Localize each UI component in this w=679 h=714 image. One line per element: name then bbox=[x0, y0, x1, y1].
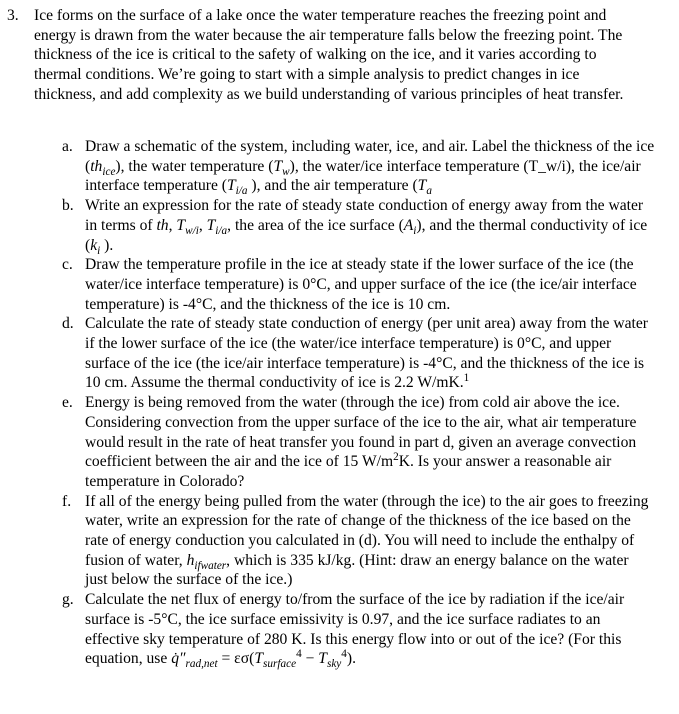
sub-ia: i/a bbox=[215, 224, 228, 237]
part-text: Draw the temperature profile in the ice at steady state if the lower surface of the ice (the water/ice interface temperature) is 0°C, and upper surface of the ice (the ice/air interface temperature) is -4°C, and the thickness of the ice is 10 cm. bbox=[85, 256, 637, 313]
var-t: T bbox=[417, 177, 427, 195]
part-text: Draw a schematic of the system, including water, ice, and air. Label the thickness of the ice ( bbox=[85, 138, 655, 175]
var-k: k bbox=[90, 236, 98, 254]
part-text: K. Is your answer a reasonable air temperature in Colorado? bbox=[85, 453, 612, 490]
sup-4: 4 bbox=[341, 648, 347, 661]
problem-3 bbox=[0, 6, 679, 105]
part-d bbox=[0, 314, 679, 393]
var-t: T bbox=[226, 177, 236, 195]
part-f bbox=[0, 492, 679, 591]
var-t: T bbox=[206, 216, 216, 234]
eq-text: ). bbox=[346, 650, 356, 668]
part-text: , the area of the ice surface ( bbox=[227, 216, 404, 234]
part-b bbox=[0, 196, 679, 255]
comma: , bbox=[198, 216, 207, 234]
part-text: ), the water temperature ( bbox=[115, 157, 274, 175]
part-letter: d. bbox=[62, 315, 74, 333]
sub-i: i bbox=[413, 224, 417, 237]
sub-a: a bbox=[426, 185, 432, 198]
problem-intro: Ice forms on the surface of a lake once the water temperature reaches the freezing point and energy is drawn from the water because the air temperature falls below the freezing point. The thickness of the ice is critical to the safety of walking on the ice, and it varies according to thermal conditions. We’re going to start with a simple analysis to predict changes in ice thickness, and add complexity as we build understanding of various principles of heat transfer. bbox=[34, 7, 624, 103]
var-th: th bbox=[156, 216, 169, 234]
sub-i: i bbox=[97, 244, 101, 257]
var-t: T bbox=[273, 157, 283, 175]
sup-4: 4 bbox=[296, 648, 302, 661]
part-letter: e. bbox=[62, 394, 73, 412]
comma: , bbox=[168, 216, 177, 234]
sub-ia: i/a bbox=[235, 185, 248, 198]
part-letter: b. bbox=[62, 197, 74, 215]
part-text: Calculate the net flux of energy to/from the surface of the ice by radiation if the ice/air surface is -5°C, the ice surface emissivity is 0.97, and the ice surface radiates to an effective sky temperature of 280 K. Is this energy flow into or out of the ice? (For this equation, use bbox=[85, 591, 625, 668]
part-letter: g. bbox=[62, 591, 74, 609]
enthalpy-symbol bbox=[186, 551, 227, 572]
var-t: T bbox=[176, 216, 186, 234]
part-text: ), and the thermal conductivity of ice ( bbox=[85, 216, 648, 254]
sub-ice: ice bbox=[102, 165, 116, 178]
part-text: Calculate the rate of steady state conduction of energy (per unit area) away from the water if the lower surface of the ice (the water/ice interface temperature) is 0°C, and upper surface of the ice (the ice/air interface temperature) is -4°C, and the thickness of the ice is 10 cm. Assume the thermal conductivity of ice is 2.2 W/mK. bbox=[85, 315, 649, 392]
var-q: q̇″ bbox=[171, 650, 186, 668]
sub-surface: surface bbox=[263, 658, 297, 671]
problem-statement bbox=[0, 6, 679, 105]
footnote-marker: 1 bbox=[463, 372, 470, 385]
part-text: , which is 335 kJ/kg. (Hint: draw an energy balance on the water just below the surface of the ice.) bbox=[85, 551, 629, 589]
sub-sky: sky bbox=[326, 658, 342, 671]
part-a bbox=[0, 137, 679, 196]
var-t: T bbox=[254, 650, 264, 668]
part-letter: a. bbox=[62, 138, 73, 155]
eq-text: = εσ( bbox=[217, 650, 255, 668]
part-letter: c. bbox=[62, 256, 73, 274]
eq-minus: − bbox=[301, 650, 319, 668]
part-text: If all of the energy being pulled from the water (through the ice) to the air goes to freezing water, write an expression for the rate of change of the thickness of the ice based on the rate of energy conduction you calculated in (d). You will need to include the enthalpy of fusion of water, bbox=[85, 492, 649, 569]
part-text: Energy is being removed from the water (through the ice) from cold air above the ice. Considering convection from the upper surface of the ice to the air, what air temperature would result in the rate of heat transfer you found in part d, given an average convection coefficient between the air and the ice of 15 W/m bbox=[85, 394, 637, 471]
part-text: Write an expression for the rate of steady state conduction of energy away from the water in terms of bbox=[85, 197, 644, 234]
radiation-equation bbox=[171, 648, 356, 671]
var-t: T bbox=[318, 650, 327, 668]
part-c bbox=[0, 255, 679, 314]
var-th: th bbox=[90, 157, 103, 175]
problem-number: 3. bbox=[7, 7, 19, 24]
sub-wi: w/i bbox=[185, 224, 199, 237]
part-text: ), the water/ice interface temperature (T_w/i), the ice/air interface temperature ( bbox=[85, 157, 641, 195]
sub-radnet: rad,net bbox=[185, 658, 218, 671]
part-letter: f. bbox=[62, 492, 72, 510]
sub-w: w bbox=[282, 165, 290, 178]
part-g bbox=[0, 590, 679, 669]
var-a: A bbox=[403, 216, 414, 234]
part-text: ). bbox=[100, 236, 114, 254]
subquestion-list bbox=[0, 137, 679, 669]
sub-ifwater: ifwater bbox=[194, 559, 227, 572]
part-text: ), and the air temperature ( bbox=[247, 177, 418, 195]
var-h: h bbox=[186, 551, 195, 569]
part-e bbox=[0, 393, 679, 492]
sup-2: 2 bbox=[393, 451, 399, 464]
